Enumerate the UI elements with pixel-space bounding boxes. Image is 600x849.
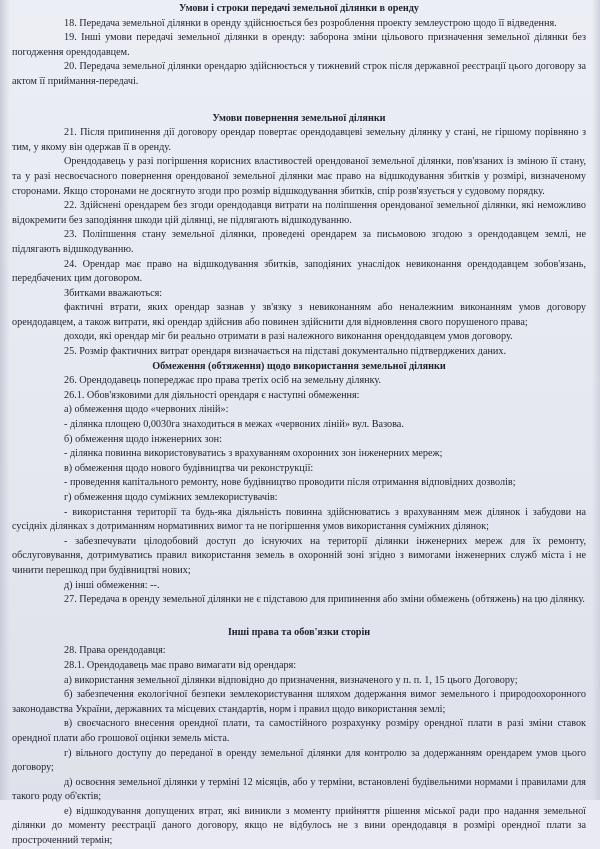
clause-24: 24. Орендар має право на відшкодування збитків, заподіяних унаслідок невиконання орендодавцем зобов'язань, передбачених цим договором. xyxy=(12,258,586,285)
restriction-b-item: - ділянка повинна використовуватись з врахуванням охоронних зон інженерних мереж; xyxy=(64,448,443,460)
section-title-transfer-terms: Умови і строки передачі земельної ділянки в оренду xyxy=(178,3,420,14)
document-body xyxy=(12,2,586,849)
clause-20: 20. Передача земельної ділянки орендарю здійснюється у тижневий строк після державної реєстрації цього договору за актом її приймання-передачі. xyxy=(12,61,586,87)
clause-24-losses-heading: Збитками вважаються: xyxy=(64,287,163,299)
clause-22: 22. Здійснені орендарем без згоди орендодавця витрати на поліпшення орендованої земельної ділянки, які неможливо відокремити без заподіяння шкоди цій ділянці, не підлягають відшкодуванню. xyxy=(12,200,586,226)
right-b: б) забезпечення екологічної безпеки землекористування шляхом додержання вимог земельного і природоохоронного законодавства України, державних та місцевих стандартів, норм і правил щодо використання землі; xyxy=(12,689,586,715)
restriction-b: б) обмеження щодо інженерних зон: xyxy=(64,433,222,445)
restriction-g-item-1: - використання території та будь-яка діяльність повинна здійснюватись з врахуванням меж ділянок і забудови на сусідніх ділянках з дотриманням нормативних вимог та не погіршення умов використання суміжних ділянок; xyxy=(12,506,586,533)
clause-21: 21. Після припинення дії договору орендар повертає орендодавцеві земельну ділянку у стані, не гіршому порівняно з тим, у якому він одержав її в оренду. xyxy=(12,127,586,153)
clause-26: 26. Орендодавець попереджає про права третіх осіб на земельну ділянку. xyxy=(64,375,382,387)
clause-25: 25. Розмір фактичних витрат орендаря визначається на підставі документально підтверджених даних. xyxy=(64,346,507,358)
restriction-d: д) інші обмеження: --. xyxy=(64,579,160,591)
restriction-a: а) обмеження щодо «червоних ліній»: xyxy=(64,404,229,416)
clause-24-losses-income: доходи, які орендар міг би реально отримати в разі належного виконання орендодавцем умов договору. xyxy=(64,331,513,343)
clause-21-damages: Орендодавець у разі погіршення корисних властивостей орендованої земельної ділянки, пов'язаних із зміною її стану, та у разі несвоєчасного повернення орендованої земельної ділянки має право на відшкодування збитків у розмірі, визначеному сторонами. Якщо сторонами не досягнуто згоди про розмір відшкодування збитків, спір розв'язується у судовому порядку. xyxy=(12,156,586,197)
restriction-v: в) обмеження щодо нового будівництва чи реконструкції: xyxy=(64,462,314,474)
clause-19: 19. Інші умови передачі земельної ділянки в оренду: заборона зміни цільового призначення земельної ділянки без погодження орендодавцем. xyxy=(12,32,586,58)
right-d: д) освоєння земельної ділянки у терміні 12 місяців, або у терміни, встановлені будівельними нормами і правилами для такого роду об'єктів; xyxy=(12,776,586,803)
restriction-a-item: - ділянка площею 0,0030га знаходиться в межах «червоних ліній» вул. Вазова. xyxy=(64,419,404,431)
restriction-v-item: - проведення капітального ремонту, нове будівництво проводити після отримання відповідних дозволів; xyxy=(64,477,516,489)
section-title-return-terms: Умови повернення земельної ділянки xyxy=(212,112,386,124)
restriction-g-item-2: - забезпечувати цілодобовий доступ до існуючих на території ділянки інженерних мереж для їх ремонту, обслуговування, дотримуватись правил використання земель в охоронній зоні згідно з вимогами інженерних служб міста і не чинити перешкод при будівництві нових; xyxy=(12,535,586,576)
clause-23: 23. Поліпшення стану земельної ділянки, проведені орендарем за письмовою згодою з орендодавцем землі, не підлягають відшкодуванню. xyxy=(12,229,586,255)
page-edge-shadow-left xyxy=(0,0,10,800)
clause-18: 18. Передача земельної ділянки в оренду здійснюється без розроблення проекту землеустрою щодо її відведення. xyxy=(64,17,557,29)
right-a: а) використання земельної ділянки відповідно до призначення, визначеного у п. п. 1, 15 цього Договору; xyxy=(64,674,518,686)
page-edge-shadow-right xyxy=(592,0,600,800)
right-v: в) своєчасного внесення орендної плати, та самостійного розрахунку розміру орендної плати в разі зміни ставок орендної плати або грошової оцінки земель міста. xyxy=(12,718,586,744)
restriction-g: г) обмеження щодо суміжних землекористувачів: xyxy=(64,492,278,503)
clause-28: 28. Права орендодавця: xyxy=(64,645,166,657)
clause-24-losses-actual: фактичні втрати, яких орендар зазнав у зв'язку з невиконанням або неналежним виконанням умов договору орендодавцем, а також витрати, які орендар здійснив або повинен здійснити для відновлення свого порушеного права; xyxy=(12,302,586,328)
clause-26-1: 26.1. Обов'язковими для діяльності орендаря є наступні обмеження: xyxy=(64,389,360,401)
section-title-rights-obligations: Інші права та обов'язки сторін xyxy=(227,626,371,638)
right-g: г) вільного доступу до переданої в оренду земельної ділянки для контролю за додержанням орендарем умов цього договору; xyxy=(12,747,586,774)
clause-27: 27. Передача в оренду земельної ділянки не є підставою для припинення або зміни обмежень (обтяжень) на цю ділянку. xyxy=(64,594,585,606)
section-title-restrictions: Обмеження (обтяження) щодо використання земельної ділянки xyxy=(152,360,446,372)
right-e: е) відшкодування допущених втрат, які виникли з моменту прийняття рішення міської ради про надання земельної ділянки до моменту реєстрації даного договору, якщо не відбулось не з вини орендодавця в розмірі орендної плати за простроченний термін; xyxy=(12,805,586,847)
clause-28-1: 28.1. Орендодавець має право вимагати від орендаря: xyxy=(64,659,297,671)
